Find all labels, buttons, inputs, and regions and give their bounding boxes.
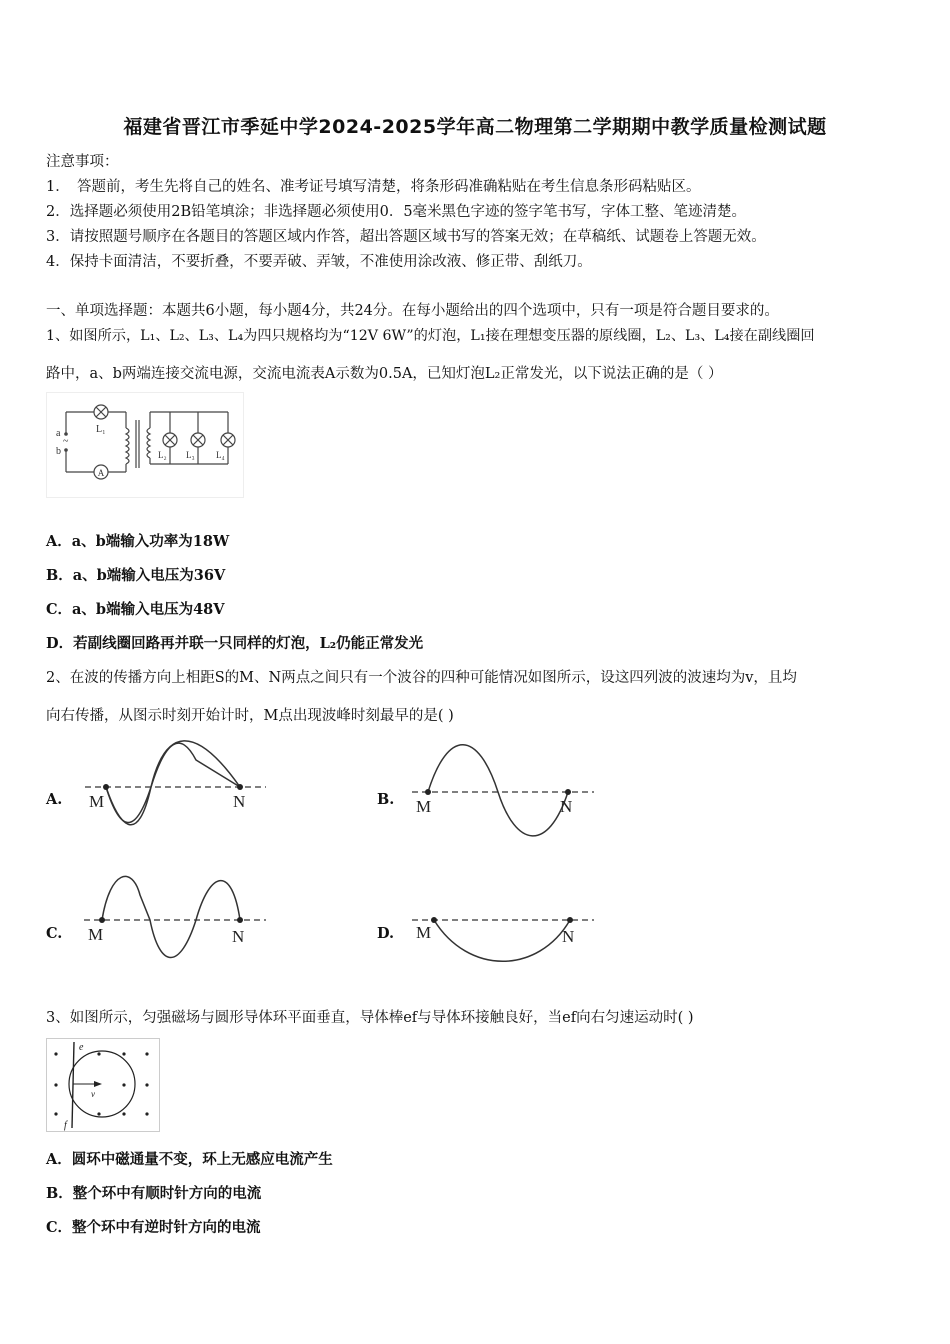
- q2-option-b-label: B.: [377, 791, 395, 808]
- point-n-label: N: [562, 927, 575, 946]
- q2-wave-c: [80, 870, 270, 970]
- q3-option-c: C．整个环中有逆时针方向的电流: [46, 1219, 261, 1236]
- point-n-label: N: [560, 797, 573, 816]
- label-L3: L₃: [186, 450, 195, 460]
- lamp-L2: [163, 433, 177, 447]
- q1-option-c: C．a、b端输入电压为48V: [46, 601, 225, 618]
- point-m-label: M: [88, 925, 104, 944]
- label-f: f: [64, 1120, 67, 1131]
- q2-wave-d: [408, 900, 598, 970]
- point-n-label: N: [232, 927, 245, 946]
- q2-wave-a: [80, 738, 270, 838]
- point-m-label: M: [416, 797, 432, 816]
- ammeter-label: A: [97, 468, 105, 478]
- q2-option-d-label: D.: [377, 925, 395, 942]
- point-m-label: M: [416, 923, 432, 942]
- notice-item: 2．选择题必须使用2B铅笔填涂；非选择题必须使用0．5毫米黑色字迹的签字笔书写，字体工整、笔迹清楚。: [46, 204, 747, 220]
- q2-wave-b: [408, 738, 598, 838]
- label-e: e: [79, 1042, 84, 1053]
- lamp-L4: [221, 433, 235, 447]
- q1-transformer-circuit-figure: [46, 392, 244, 498]
- label-v: v: [91, 1089, 95, 1099]
- q2-option-c-label: C.: [46, 925, 63, 942]
- notice-item: 3．请按照题号顺序在各题目的答题区域内作答，超出答题区域书写的答案无效；在草稿纸、试题卷上答题无效。: [46, 229, 766, 245]
- q3-magnetic-ring-figure: [46, 1038, 160, 1132]
- point-m-label: M: [89, 792, 105, 811]
- page-title: 福建省晋江市季延中学2024-2025学年高二物理第二学期期中教学质量检测试题: [123, 116, 827, 138]
- section-heading: 一、单项选择题：本题共6小题，每小题4分，共24分。在每小题给出的四个选项中，只有一项是符合题目要求的。: [46, 303, 779, 319]
- point-n-label: N: [233, 792, 246, 811]
- q3-option-a: A．圆环中磁通量不变，环上无感应电流产生: [46, 1151, 333, 1168]
- notice-item: 1． 答题前，考生先将自己的姓名、准考证号填写清楚，将条形码准确粘贴在考生信息条形码粘贴区。: [46, 179, 701, 195]
- terminal-a-label: a: [56, 428, 61, 439]
- q1-option-d: D．若副线圈回路再并联一只同样的灯泡，L₂仍能正常发光: [46, 635, 424, 652]
- q1-option-b: B．a、b端输入电压为36V: [46, 567, 226, 584]
- q2-stem-line1: 2、在波的传播方向上相距S的M、N两点之间只有一个波谷的四种可能情况如图所示，设这四列波的波速均为v，且均: [46, 670, 797, 686]
- label-L4: L₄: [216, 450, 225, 460]
- q2-option-a-label: A.: [46, 791, 63, 808]
- q1-option-a: A．a、b端输入功率为18W: [46, 533, 230, 550]
- label-L2: L₂: [158, 450, 167, 460]
- q2-stem-line2: 向右传播，从图示时刻开始计时，M点出现波峰时刻最早的是( ): [46, 708, 454, 724]
- lamp-L1: [94, 405, 108, 419]
- terminal-b-label: b: [56, 446, 61, 457]
- q3-option-b: B．整个环中有顺时针方向的电流: [46, 1185, 262, 1202]
- notice-heading: 注意事项：: [46, 154, 119, 170]
- q3-stem: 3、如图所示，匀强磁场与圆形导体环平面垂直，导体棒ef与导体环接触良好，当ef向右匀速运动时( ): [46, 1010, 694, 1026]
- ac-symbol: ~: [63, 436, 69, 447]
- q1-stem-line2: 路中，a、b两端连接交流电源，交流电流表A示数为0.5A，已知灯泡L₂正常发光，以下说法正确的是（ ）: [46, 366, 723, 382]
- label-L1: L₁: [96, 424, 106, 435]
- notice-item: 4．保持卡面清洁，不要折叠，不要弄破、弄皱，不准使用涂改液、修正带、刮纸刀。: [46, 254, 592, 270]
- q1-stem-line1: 1、如图所示，L₁、L₂、L₃、L₄为四只规格均为“12V 6W”的灯泡，L₁接在理想变压器的原线圈，L₂、L₃、L₄接在副线圈回: [46, 328, 815, 344]
- lamp-L3: [191, 433, 205, 447]
